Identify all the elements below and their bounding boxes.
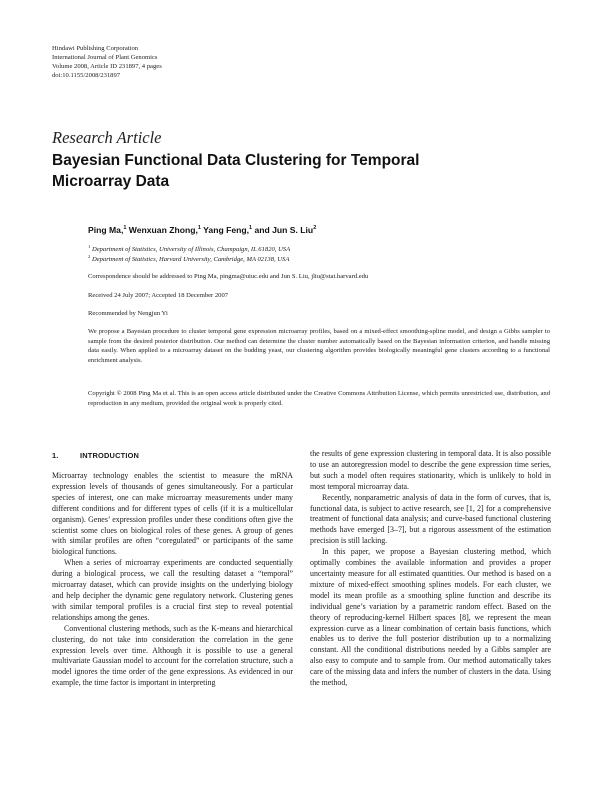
author-name: and Jun S. Liu <box>252 225 314 235</box>
recommended-by: Recommended by Nengjun Yi <box>88 310 168 317</box>
paragraph: Conventional clustering methods, such as the K-means and hierarchical clustering, do not take into consideration the correlation in the gene expression levels over time. Although it is possible to use a general multivariate Gaussian model to account for the correlation structure, such a model ignores the time order of the gene expressions. As evidenced in our example, the time factor is important in interpreting <box>52 623 293 688</box>
left-column <box>52 471 293 689</box>
paragraph: Microarray technology enables the scientist to measure the mRNA expression levels of thousands of genes simultaneously. For a particular species of interest, one can make microarray measurements under many different conditions and for different types of cells (if it is a multicellular organism). Genes’ expression profiles under these conditions often give the scientist some clues on biological roles of these genes. A group of genes with similar profiles are often “coregulated” or participants of the same biological functions. <box>52 471 293 557</box>
affiliation-marker: 1 <box>249 225 253 232</box>
abstract: We propose a Bayesian procedure to cluster temporal gene expression microarray profiles, based on a mixed-effect smoothing-spline model, and design a Gibbs sampler to sample from the desired posterior distribution. Our method can determine the cluster number automatically based on the Bayesian information criterion, and handle missing data easily. When applied to a microarray dataset on the budding yeast, our clustering algorithm provides biologically meaningful gene clusters according to a functional enrichment analysis. <box>88 328 550 364</box>
publisher-name: Hindawi Publishing Corporation <box>52 45 139 52</box>
section-number: 1. <box>52 451 59 460</box>
paragraph: In this paper, we propose a Bayesian clustering method, which optimally combines the available information and provides a proper uncertainty measure for all estimated quantities. Our method is based on a mixture of mixed-effect smoothing splines models. For each cluster, we model its mean profile as a smoothing spline function and describe its individual gene’s variation by a parametric random effect. Based on the theory of reproducing-kernel Hilbert spaces [8], we represent the mean expression curve as a linear combination of certain basis functions, which enables us to derive the full posterior distribution up to a normalizing constant. All the conditional distributions needed by a Gibbs sampler are also easy to compute and to sample from. Our method automatically takes care of the missing data and infers the number of clusters in the data. Using the method, <box>310 547 551 688</box>
article-type: Research Article <box>52 128 162 147</box>
affiliation-marker: 1 <box>197 225 201 232</box>
author-list <box>88 225 316 235</box>
right-column <box>310 449 551 689</box>
affiliation <box>88 254 289 263</box>
correspondence: Correspondence should be addressed to Ping Ma, pingma@uiuc.edu and Jun S. Liu, jliu@stat.harvard.edu <box>88 273 369 280</box>
author-name: Yang Feng, <box>200 225 249 235</box>
paragraph: Recently, nonparametric analysis of data in the form of curves, that is, functional data, is subject to active research, see [1, 2] for a comprehensive treatment of functional data analysis; and curve-based functional clustering methods have emerged [3–7], but a rigorous assessment of the estimation precision is still lacking. <box>310 492 551 546</box>
journal-name: International Journal of Plant Genomics <box>52 54 158 61</box>
affiliation-marker: 2 <box>88 254 91 259</box>
copyright-notice: Copyright © 2008 Ping Ma et al. This is an open access article distributed under the Creative Commons Attribution License, which permits unrestricted use, distribution, and reproduction in any medium, provided the original work is properly cited. <box>88 390 550 407</box>
author-name: Ping Ma, <box>88 225 124 235</box>
section-title: INTRODUCTION <box>80 451 140 460</box>
received-date: Received 24 July 2007; Accepted 18 December 2007 <box>88 292 229 299</box>
affiliation-marker: 1 <box>88 244 91 249</box>
affiliation-text: Department of Statistics, Harvard University, Cambridge, MA 02138, USA <box>90 256 290 264</box>
paragraph: When a series of microarray experiments are conducted sequentially during a biological process, we call the resulting dataset a “temporal” microarray dataset, which can provide insights on the underlying biology and help decipher the dynamic gene regulatory network. Clustering genes with similar temporal profiles is a crucial first step to reveal potential relationships among the genes. <box>52 558 293 622</box>
affiliation-marker: 1 <box>123 225 127 232</box>
section-heading <box>52 451 139 460</box>
paragraph: the results of gene expression clustering in temporal data. It is also possible to use an autoregression model to describe the gene expression time series, but such a model often requires stationarity, which is unlikely to hold in most temporal microarray data. <box>310 449 551 491</box>
affiliation-marker: 2 <box>313 225 317 232</box>
volume-info: Volume 2008, Article ID 231897, 4 pages <box>52 63 162 70</box>
paper-title: Bayesian Functional Data Clustering for Temporal Microarray Data <box>52 152 420 190</box>
affiliation <box>88 244 290 253</box>
doi: doi:10.1155/2008/231897 <box>52 72 121 79</box>
affiliation-text: Department of Statistics, University of Illinois, Champaign, IL 61820, USA <box>90 246 291 254</box>
journal-masthead <box>52 44 162 80</box>
author-name: Wenxuan Zhong, <box>126 225 198 235</box>
